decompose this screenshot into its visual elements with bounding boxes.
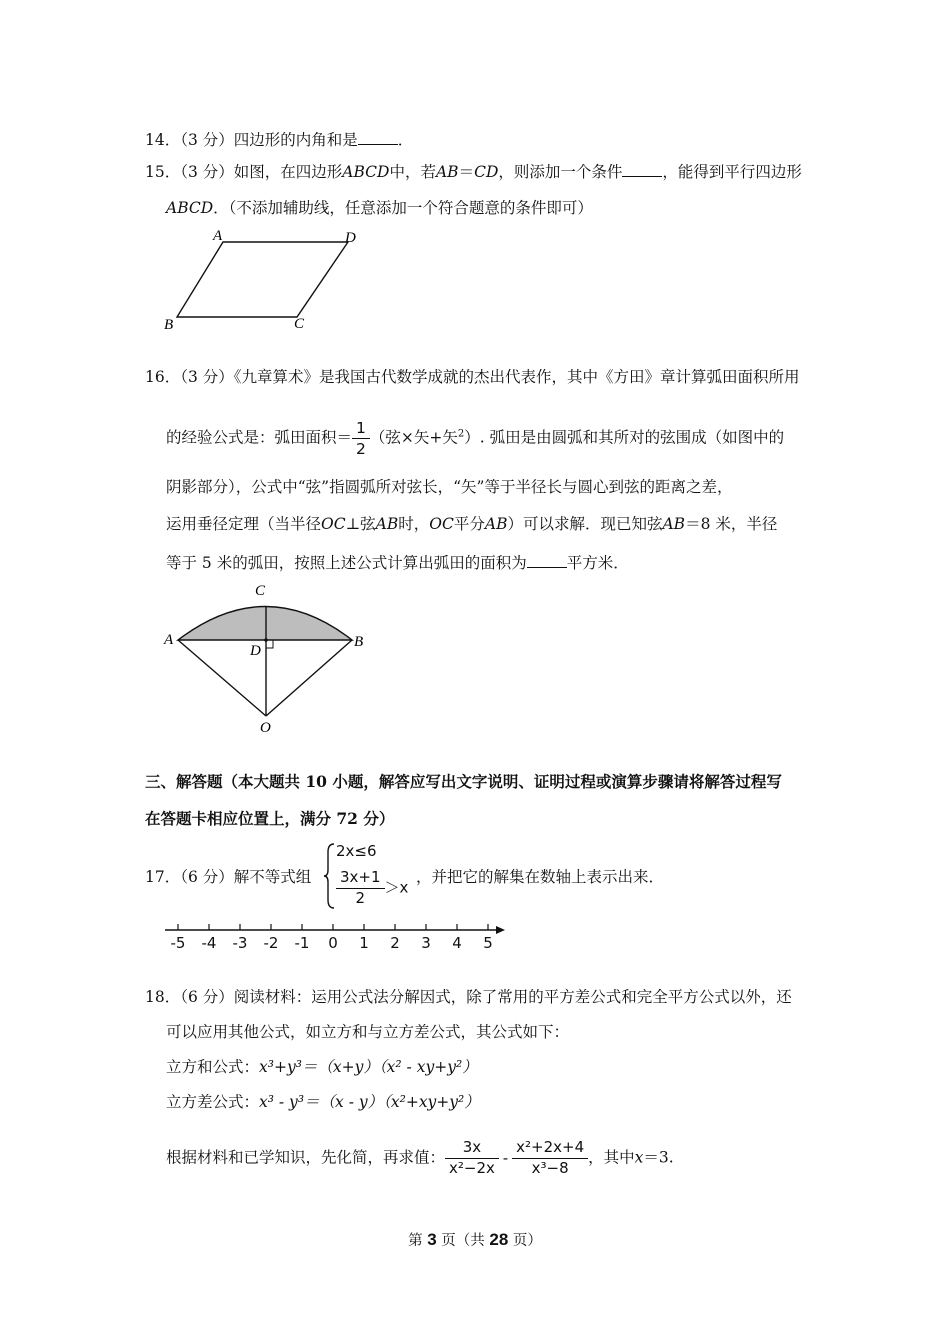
text: ，则添加一个条件: [498, 163, 623, 181]
vertex-label-b: B: [164, 317, 174, 333]
text: 运用垂径定理（当半径: [166, 515, 322, 533]
var: CD: [474, 163, 499, 181]
question-14: [145, 130, 413, 150]
formula: x³+y³＝（x+y）（x² - xy+y²）: [259, 1058, 478, 1076]
question-15-line2: [166, 199, 593, 218]
text: ⊥弦: [345, 515, 376, 533]
vertex-label-d: D: [345, 230, 356, 246]
question-16-line5: [166, 553, 629, 573]
text: ）可以求解．现已知弦: [507, 515, 663, 533]
fraction-denominator: x²−2x: [449, 1158, 495, 1177]
question-17-tail: ，并把它的解集在数轴上表示出来．: [416, 868, 665, 886]
point-label-o: O: [260, 720, 271, 736]
question-16-line2: [166, 418, 784, 459]
axis-label: -2: [263, 934, 279, 952]
fraction-numerator: 3x: [445, 1138, 499, 1159]
text: ）. 弧田是由圆弧和其所对的弦围成（如图中的: [464, 428, 785, 447]
segment-bo: [266, 640, 352, 716]
fraction-1: [445, 1138, 499, 1178]
formula-label: 立方差公式：: [166, 1093, 260, 1111]
arc-field-figure: [160, 578, 380, 738]
var: OC: [429, 515, 454, 533]
point-label-c: C: [255, 583, 266, 599]
relation: ＞x: [384, 878, 409, 897]
fraction-denominator: 2: [356, 440, 366, 459]
question-number: 17．: [145, 868, 181, 886]
axis-label: -5: [170, 934, 186, 952]
axis-label: 3: [421, 934, 431, 952]
text: ，能得到平行四边形: [662, 163, 802, 181]
shaded-arc-segment: [178, 607, 352, 641]
minus-sign: -: [502, 1148, 509, 1167]
text: 时，: [398, 515, 430, 533]
page-footer: [0, 1230, 950, 1250]
question-16-line3: [166, 478, 732, 497]
text: 等于 5 米的弧田，按照上述公式计算出弧田的面积为: [166, 554, 527, 572]
var: AB: [662, 515, 686, 533]
answer-blank[interactable]: [527, 553, 567, 568]
question-score: （3 分）: [180, 368, 234, 386]
fraction-2: [512, 1138, 588, 1178]
axis-label: -4: [201, 934, 217, 952]
text: ，其中: [588, 1148, 635, 1167]
question-15-line1: [145, 162, 802, 182]
question-16-line4: [166, 515, 777, 534]
formula-label: 立方和公式：: [166, 1058, 260, 1076]
question-score: （3 分）: [180, 131, 234, 149]
text: 阅读材料：运用公式法分解因式，除了常用的平方差公式和完全平方公式以外，还: [233, 988, 792, 1006]
punctuation: ．: [397, 131, 414, 149]
superscript: 2: [457, 428, 465, 440]
footer-text: 页（共: [436, 1233, 490, 1249]
point-d: [264, 638, 268, 642]
var: ABCD: [342, 163, 390, 181]
var: OC: [321, 515, 346, 533]
total-pages: 28: [489, 1230, 509, 1249]
text: 的经验公式是：弧田面积＝: [166, 428, 353, 447]
text: ＝8 米，半径: [685, 515, 778, 533]
section-heading-line2: [145, 810, 394, 829]
axis-label: 1: [359, 934, 369, 952]
parallelogram-shape: [177, 242, 348, 317]
axis-label: -3: [232, 934, 248, 952]
vertex-label-c: C: [294, 316, 305, 332]
text: 中，若: [389, 163, 436, 181]
cube-difference-formula: [166, 1093, 480, 1112]
question-number: 16．: [145, 368, 181, 386]
question-score: （3 分）: [180, 163, 234, 181]
fraction-numerator: 1: [352, 418, 370, 439]
question-18-line5: [166, 1138, 674, 1178]
axis-label: 5: [483, 934, 493, 952]
footer-text: 页）: [508, 1233, 542, 1249]
text: 平分: [453, 515, 485, 533]
inequality-1: 2x≤6: [336, 842, 377, 860]
var: ABCD: [166, 199, 214, 217]
fraction-half: [352, 418, 370, 459]
question-16-line1: [145, 368, 800, 387]
text: 在答题卡相应位置上，满分 72 分）: [145, 809, 395, 828]
var: x: [634, 1148, 644, 1167]
axis-arrow: [496, 926, 505, 934]
section-heading-line1: [145, 773, 782, 792]
axis-label: 0: [328, 934, 338, 952]
fraction-numerator: x²+2x+4: [512, 1138, 588, 1159]
question-number: 14．: [145, 131, 181, 149]
answer-blank[interactable]: [358, 130, 398, 145]
text: ＝: [458, 163, 475, 181]
var: AB: [375, 515, 399, 533]
text: 平方米．: [566, 554, 629, 572]
axis-label: -1: [294, 934, 310, 952]
point-label-b: B: [354, 634, 364, 650]
fraction-numerator: 3x+1: [336, 868, 385, 889]
question-18-line2: 可以应用其他公式，如立方和与立方差公式，其公式如下：: [166, 1023, 570, 1041]
question-number: 15．: [145, 163, 181, 181]
inequality-2-fraction: [336, 868, 385, 908]
question-17-label: [145, 868, 311, 887]
footer-text: 第: [408, 1233, 428, 1249]
fraction-denominator: x³−8: [531, 1158, 569, 1177]
answer-blank[interactable]: [622, 162, 662, 177]
point-label-d: D: [250, 643, 261, 659]
text: 根据材料和已学知识，先化简，再求值：: [166, 1148, 446, 1167]
var: AB: [435, 163, 459, 181]
fraction-denominator: 2: [355, 888, 366, 907]
text: （弦×矢+矢: [369, 428, 458, 447]
question-score: （6 分）: [180, 988, 234, 1006]
question-18-line1: [145, 988, 792, 1007]
page-number: 3: [427, 1230, 437, 1249]
parallelogram-figure: [160, 225, 370, 335]
question-score: （6 分）: [180, 868, 234, 886]
var: AB: [484, 515, 508, 533]
question-text: 四边形的内角和是: [233, 131, 358, 149]
text: ．（不添加辅助线，任意添加一个符合题意的条件即可）: [213, 199, 593, 217]
text: 《九章算术》是我国古代数学成就的杰出代表作，其中《方田》章计算弧田面积所用: [233, 368, 800, 386]
text: 解不等式组: [233, 868, 312, 886]
system-brace: [324, 842, 336, 910]
inequality-2: [336, 868, 408, 908]
text: ＝3.: [643, 1148, 674, 1167]
vertex-label-a: A: [213, 228, 223, 244]
axis-label: 4: [452, 934, 462, 952]
point-label-a: A: [164, 632, 174, 648]
question-number: 18．: [145, 988, 181, 1006]
formula: x³ - y³＝（x - y）（x²+xy+y²）: [259, 1093, 480, 1111]
text: 如图，在四边形: [233, 163, 343, 181]
cube-sum-formula: [166, 1058, 478, 1077]
text: 三、解答题（本大题共 10 小题，解答应写出文字说明、证明过程或演算步骤请将解答过程写: [145, 772, 782, 791]
axis-label: 2: [390, 934, 400, 952]
text: 阴影部分），公式中“弦”指圆弧所对弦长，“矢”等于半径长与圆心到弦的距离之差，: [166, 478, 733, 496]
